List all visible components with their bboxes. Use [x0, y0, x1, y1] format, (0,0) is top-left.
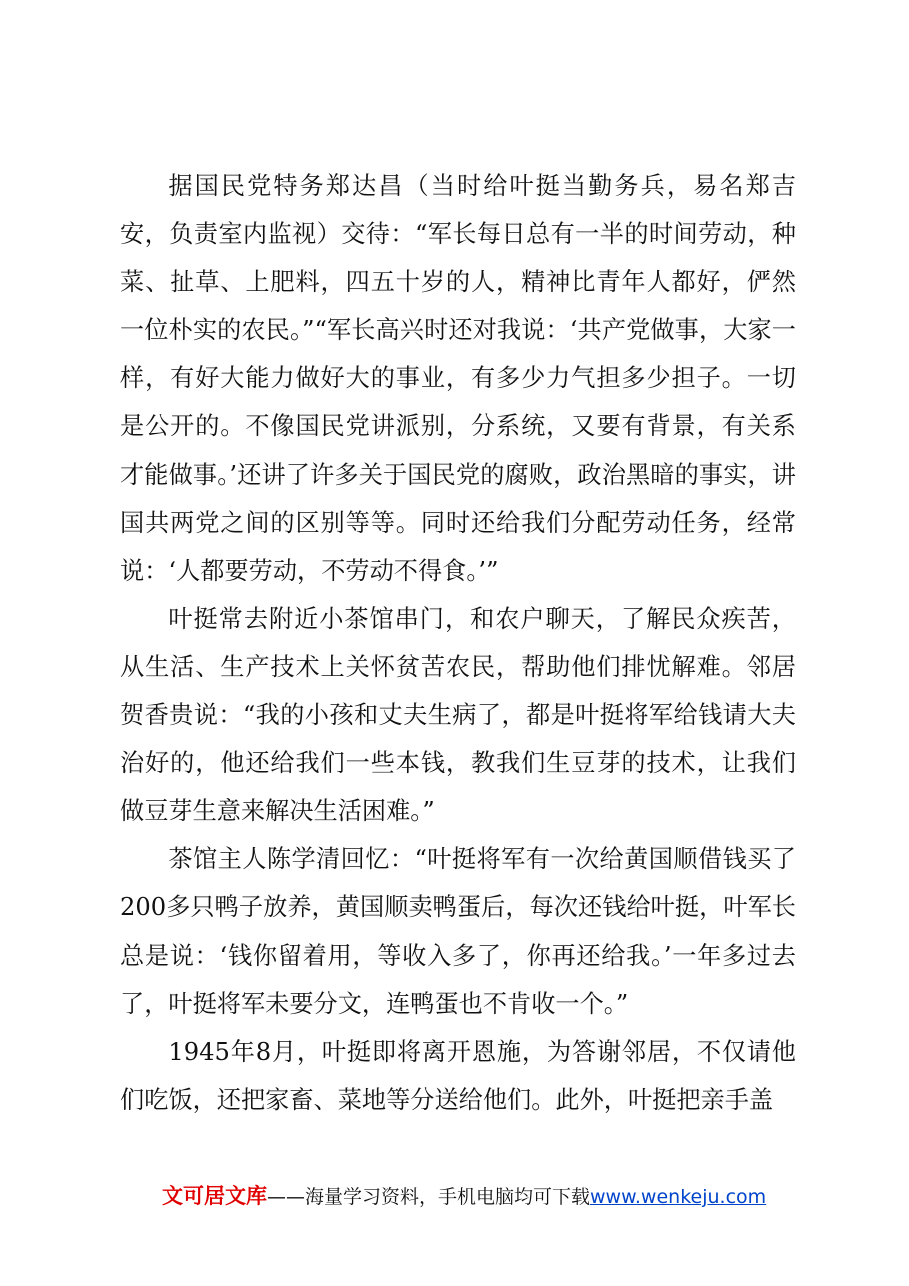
footer-tagline: ——海量学习资料，手机电脑均可下载	[267, 1186, 591, 1208]
paragraph-4: 1945年8月，叶挺即将离开恩施，为答谢邻居，不仅请他们吃饭，还把家畜、菜地等分送给他们。此外，叶挺把亲手盖	[120, 1037, 796, 1114]
paragraph-3: 茶馆主人陈学清回忆：“叶挺将军有一次给黄国顺借钱买了200多只鸭子放养，黄国顺卖鸭蛋后，每次还钱给叶挺，叶军长总是说：‘钱你留着用，等收入多了，你再还给我。’一年多过去了，叶挺将军未要分文，连鸭蛋也不肯收一个。”	[120, 845, 796, 1018]
footer-banner	[162, 1181, 802, 1212]
footer-brand-name: 文可居文库	[162, 1184, 267, 1208]
paragraph-1: 据国民党特务郑达昌（当时给叶挺当勤务兵，易名郑吉安，负责室内监视）交待：“军长每日总有一半的时间劳动，种菜、扯草、上肥料，四五十岁的人，精神比青年人都好，俨然一位朴实的农民。”“军长高兴时还对我说：‘共产党做事，大家一样，有好大能力做好大的事业，有多少力气担多少担子。一切是公开的。不像国民党讲派别，分系统，又要有背景，有关系才能做事。’还讲了许多关于国民党的腐败，政治黑暗的事实，讲国共两党之间的区别等等。同时还给我们分配劳动任务，经常说：‘人都要劳动，不劳动不得食。’”	[120, 172, 796, 585]
document-body	[120, 162, 796, 1124]
footer-website-link[interactable]: www.wenkeju.com	[590, 1186, 767, 1208]
paragraph-2: 叶挺常去附近小茶馆串门，和农户聊天，了解民众疾苦，从生活、生产技术上关怀贫苦农民，帮助他们排忧解难。邻居贺香贵说：“我的小孩和丈夫生病了，都是叶挺将军给钱请大夫治好的，他还给我们一些本钱，教我们生豆芽的技术，让我们做豆芽生意来解决生活困难。”	[120, 604, 796, 826]
